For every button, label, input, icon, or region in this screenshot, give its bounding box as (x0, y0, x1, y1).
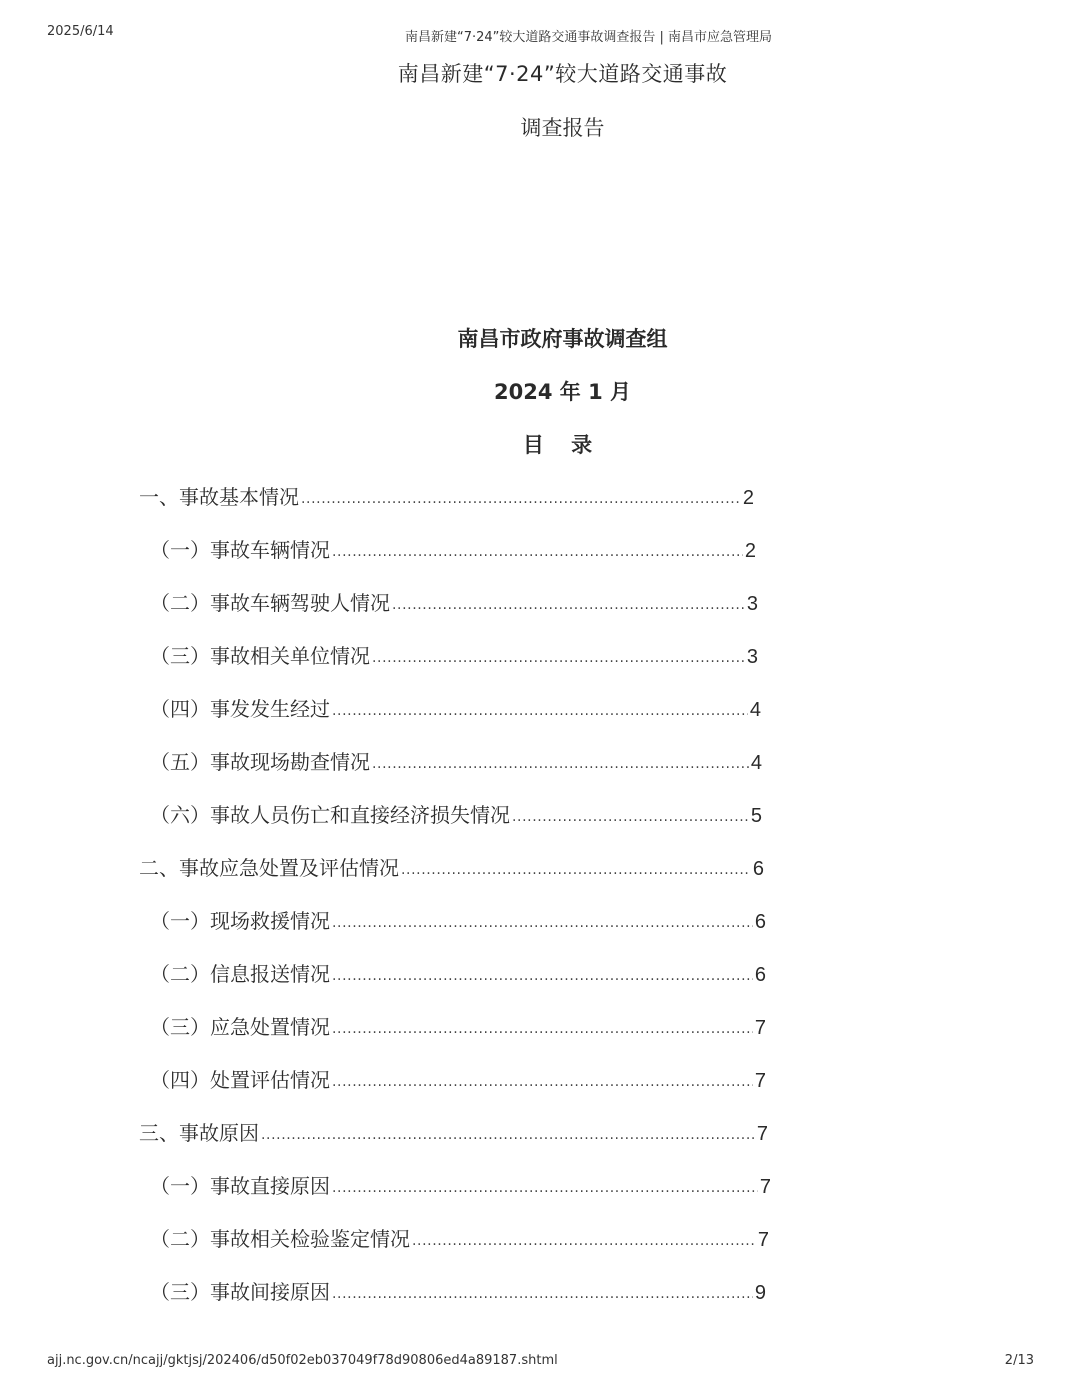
toc-heading: 目 录 (522, 433, 603, 457)
toc-entry-page-number: 7 (757, 1229, 769, 1251)
toc-entry-label: 三、事故原因 (139, 1121, 259, 1145)
toc-entry-label: （四）事发发生经过 (150, 697, 330, 721)
toc-entry-page-number: 7 (754, 1017, 766, 1039)
toc-entry-page-number: 2 (744, 540, 756, 562)
toc-dot-leader (332, 968, 753, 984)
toc-entry (150, 1223, 769, 1253)
toc-entry-label: （三）应急处置情况 (150, 1015, 330, 1039)
toc-entry-label: （二）事故车辆驾驶人情况 (150, 591, 390, 615)
toc-entry-page-number: 4 (749, 699, 761, 721)
toc-entry (150, 1170, 771, 1200)
toc-entry (139, 481, 754, 511)
toc-entry (139, 852, 764, 882)
toc-entry-label: （二）事故相关检验鉴定情况 (150, 1227, 410, 1251)
toc-entry-label: 二、事故应急处置及评估情况 (139, 856, 399, 880)
toc-dot-leader (392, 597, 745, 613)
toc-entry (150, 640, 758, 670)
toc-dot-leader (332, 915, 753, 931)
toc-dot-leader (372, 650, 745, 666)
toc-entry-label: （一）事故车辆情况 (150, 538, 330, 562)
page-indicator: 2/13 (1004, 1353, 1034, 1368)
toc-dot-leader (412, 1233, 756, 1249)
toc-entry-page-number: 3 (746, 593, 758, 615)
toc-entry (150, 534, 756, 564)
toc-entry-label: （四）处置评估情况 (150, 1068, 330, 1092)
toc-entry-page-number: 6 (754, 911, 766, 933)
toc-entry (150, 958, 766, 988)
toc-entry-page-number: 3 (746, 646, 758, 668)
toc-entry (150, 1276, 766, 1306)
toc-entry-page-number: 7 (759, 1176, 771, 1198)
toc-entry-label: （三）事故间接原因 (150, 1280, 330, 1304)
print-date: 2025/6/14 (47, 24, 114, 39)
toc-dot-leader (332, 703, 748, 719)
toc-entry-label: （三）事故相关单位情况 (150, 644, 370, 668)
toc-entry-label: 一、事故基本情况 (139, 485, 299, 509)
toc-entry-label: （一）事故直接原因 (150, 1174, 330, 1198)
document-date: 2024 年 1 月 (494, 380, 631, 404)
toc-entry-page-number: 9 (754, 1282, 766, 1304)
toc-dot-leader (372, 756, 749, 772)
toc-entry (150, 746, 762, 776)
toc-entry-label: （二）信息报送情况 (150, 962, 330, 986)
toc-dot-leader (332, 1180, 758, 1196)
toc-dot-leader (332, 544, 743, 560)
toc-entry (150, 1064, 766, 1094)
toc-entry (150, 1011, 766, 1041)
toc-entry-page-number: 6 (754, 964, 766, 986)
toc-dot-leader (261, 1127, 755, 1143)
toc-entry-page-number: 7 (754, 1070, 766, 1092)
toc-entry-label: （一）现场救援情况 (150, 909, 330, 933)
toc-entry-label: （五）事故现场勘查情况 (150, 750, 370, 774)
toc-dot-leader (301, 491, 741, 507)
toc-entry-page-number: 7 (756, 1123, 768, 1145)
toc-entry-page-number: 2 (742, 487, 754, 509)
toc-dot-leader (512, 809, 749, 825)
page-url: ajj.nc.gov.cn/ncajj/gktjsj/202406/d50f02eb037049f78d90806ed4a89187.shtml (47, 1353, 558, 1368)
toc-entry-page-number: 4 (750, 752, 762, 774)
toc-entry-page-number: 5 (750, 805, 762, 827)
print-page-title: 南昌新建“7·24”较大道路交通事故调查报告 | 南昌市应急管理局 (405, 30, 773, 45)
toc-dot-leader (332, 1074, 753, 1090)
toc-dot-leader (332, 1286, 753, 1302)
toc-entry (150, 693, 761, 723)
toc-entry (139, 1117, 768, 1147)
toc-entry-page-number: 6 (752, 858, 764, 880)
toc-entry (150, 905, 766, 935)
toc-dot-leader (332, 1021, 753, 1037)
toc-entry (150, 799, 762, 829)
toc-entry-label: （六）事故人员伤亡和直接经济损失情况 (150, 803, 510, 827)
document-issuer: 南昌市政府事故调查组 (457, 327, 668, 351)
document-title-line-2: 调查报告 (520, 116, 605, 140)
document-title-line-1: 南昌新建“7·24”较大道路交通事故 (397, 62, 728, 86)
toc-entry (150, 587, 758, 617)
print-header (0, 24, 1080, 48)
print-footer (0, 1353, 1080, 1373)
toc-dot-leader (401, 862, 751, 878)
